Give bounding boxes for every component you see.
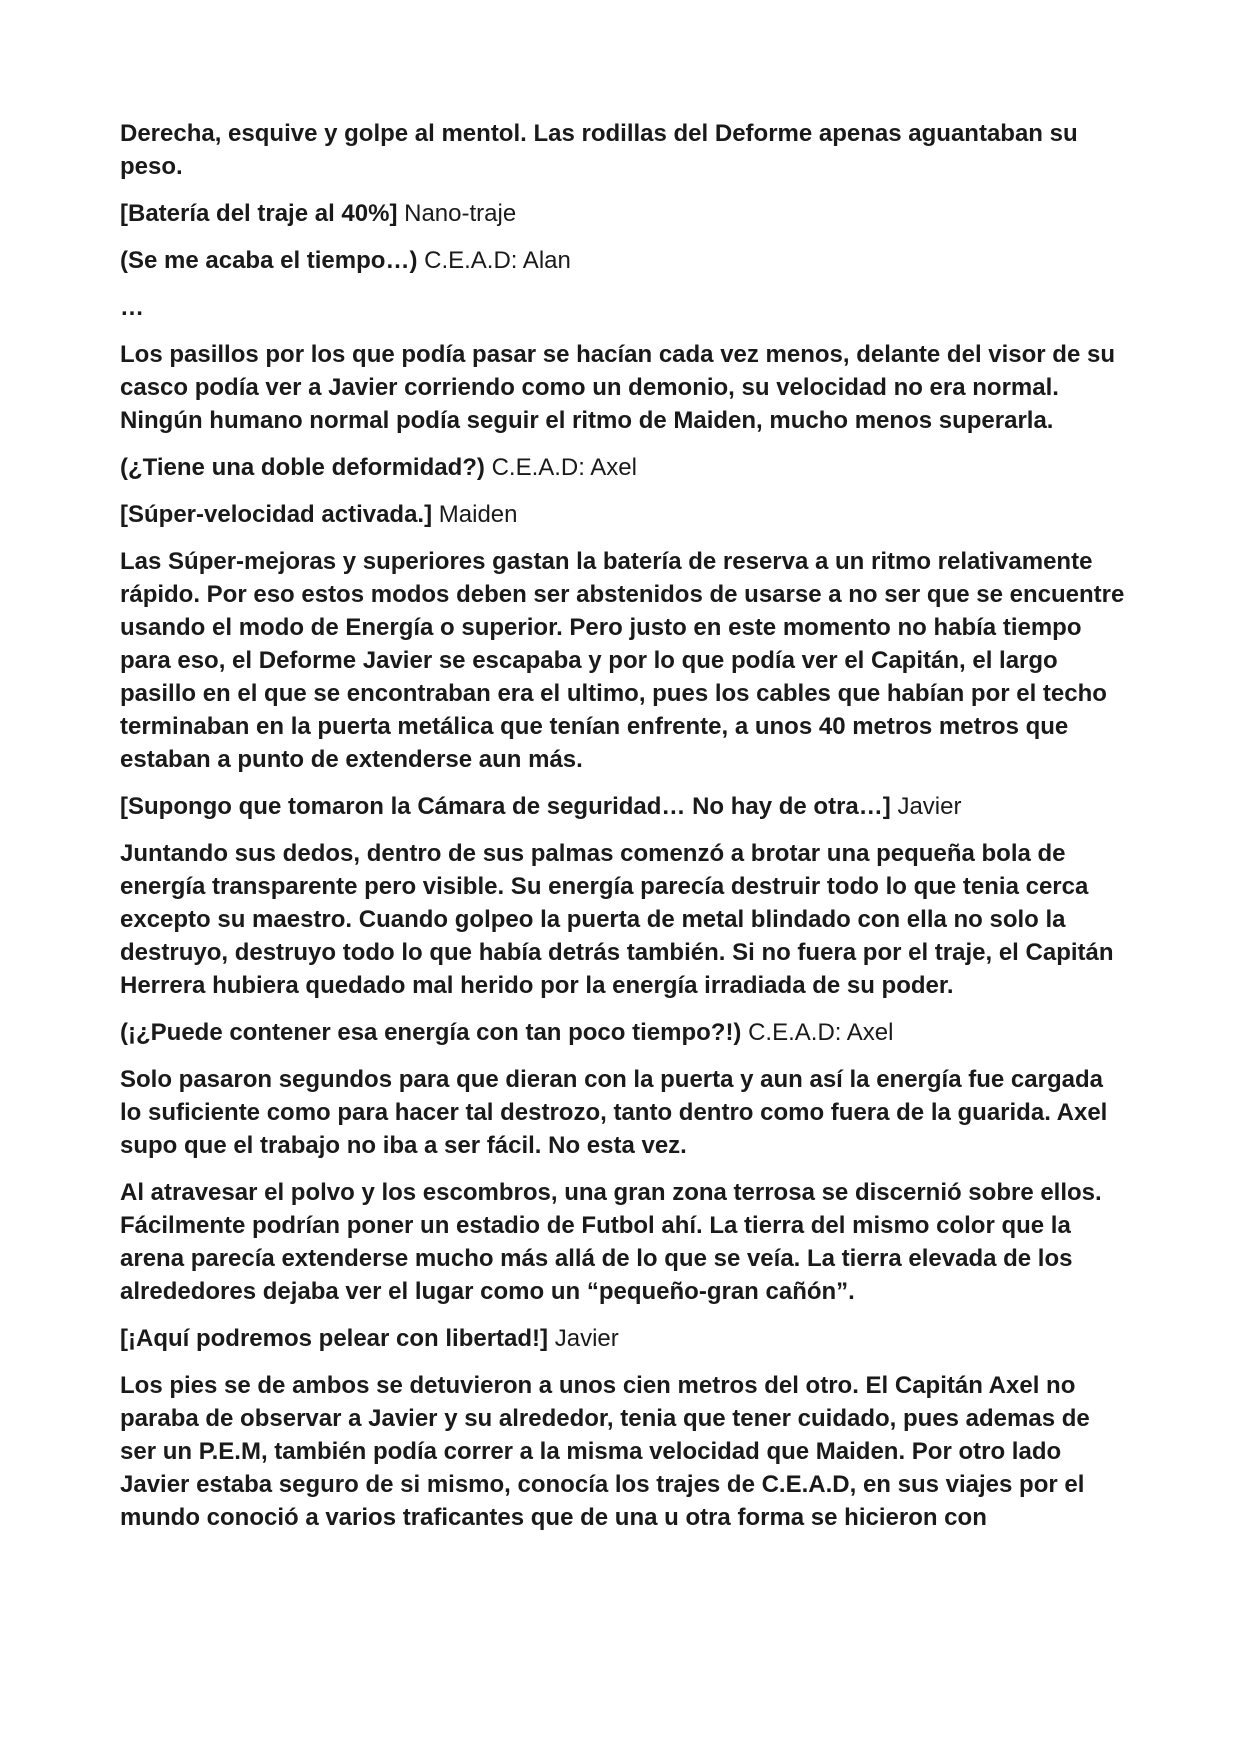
narration-paragraph: Derecha, esquive y golpe al mentol. Las rodillas del Deforme apenas aguantaban su peso. bbox=[120, 120, 1078, 180]
document-page bbox=[120, 117, 1130, 1548]
narration-paragraph: Al atravesar el polvo y los escombros, una gran zona terrosa se discernió sobre ellos. Fácilmente podrían poner un estadio de Futbol ahí. La tierra del mismo color que la arena parecía extenderse mucho más allá de lo que se veía. La tierra elevada de los alrededores dejaba ver el lugar como un “pequeño-gran cañón”. bbox=[120, 1179, 1102, 1305]
dialogue-line: [Batería del traje al 40%] Nano-traje bbox=[120, 200, 517, 227]
dialogue-line: (¿Tiene una doble deformidad?) C.E.A.D: Axel bbox=[120, 454, 637, 481]
narration-paragraph: Juntando sus dedos, dentro de sus palmas comenzó a brotar una pequeña bola de energía transparente pero visible. Su energía parecía destruir todo lo que tenia cerca excepto su maestro. Cuando golpeo la puerta de metal blindado con ella no solo la destruyo, destruyo todo lo que había detrás también. Si no fuera por el traje, el Capitán Herrera hubiera quedado mal herido por la energía irradiada de su poder. bbox=[120, 840, 1114, 999]
speaker-tag: Maiden bbox=[438, 501, 518, 528]
narration-paragraph: Solo pasaron segundos para que dieran con la puerta y aun así la energía fue cargada lo suficiente como para hacer tal destrozo, tanto dentro como fuera de la guarida. Axel supo que el trabajo no iba a ser fácil. No esta vez. bbox=[120, 1066, 1108, 1159]
speaker-tag: C.E.A.D: Axel bbox=[491, 454, 637, 481]
dialogue-line: [Supongo que tomaron la Cámara de seguridad… No hay de otra…] Javier bbox=[120, 793, 962, 820]
narration-paragraph: Las Súper-mejoras y superiores gastan la batería de reserva a un ritmo relativamente rápido. Por eso estos modos deben ser abstenidos de usarse a no ser que se encuentre usando el modo de Energía o superior. Pero justo en este momento no había tiempo para eso, el Deforme Javier se escapaba y por lo que podía ver el Capitán, el largo pasillo en el que se encontraban era el ultimo, pues los cables que habían por el techo terminaban en la puerta metálica que tenían enfrente, a unos 40 metros metros que estaban a punto de extenderse aun más. bbox=[120, 548, 1125, 773]
speaker-tag: Javier bbox=[554, 1325, 619, 1352]
dialogue-line: (Se me acaba el tiempo…) C.E.A.D: Alan bbox=[120, 247, 571, 274]
ellipsis-line: … bbox=[120, 294, 144, 321]
dialogue-line: (¡¿Puede contener esa energía con tan poco tiempo?!) C.E.A.D: Axel bbox=[120, 1019, 894, 1046]
dialogue-line: [¡Aquí podremos pelear con libertad!] Javier bbox=[120, 1325, 619, 1352]
dialogue-line: [Súper-velocidad activada.] Maiden bbox=[120, 501, 518, 528]
narration-paragraph: Los pies se de ambos se detuvieron a unos cien metros del otro. El Capitán Axel no paraba de observar a Javier y su alrededor, tenia que tener cuidado, pues ademas de ser un P.E.M, también podía correr a la misma velocidad que Maiden. Por otro lado Javier estaba seguro de si mismo, conocía los trajes de C.E.A.D, en sus viajes por el mundo conoció a varios traficantes que de una u otra forma se hicieron con bbox=[120, 1372, 1090, 1531]
speaker-tag: C.E.A.D: Axel bbox=[748, 1019, 894, 1046]
speaker-tag: Javier bbox=[897, 793, 962, 820]
speaker-tag: C.E.A.D: Alan bbox=[424, 247, 571, 274]
narration-paragraph: Los pasillos por los que podía pasar se hacían cada vez menos, delante del visor de su casco podía ver a Javier corriendo como un demonio, su velocidad no era normal. Ningún humano normal podía seguir el ritmo de Maiden, mucho menos superarla. bbox=[120, 341, 1115, 434]
speaker-tag: Nano-traje bbox=[404, 200, 517, 227]
